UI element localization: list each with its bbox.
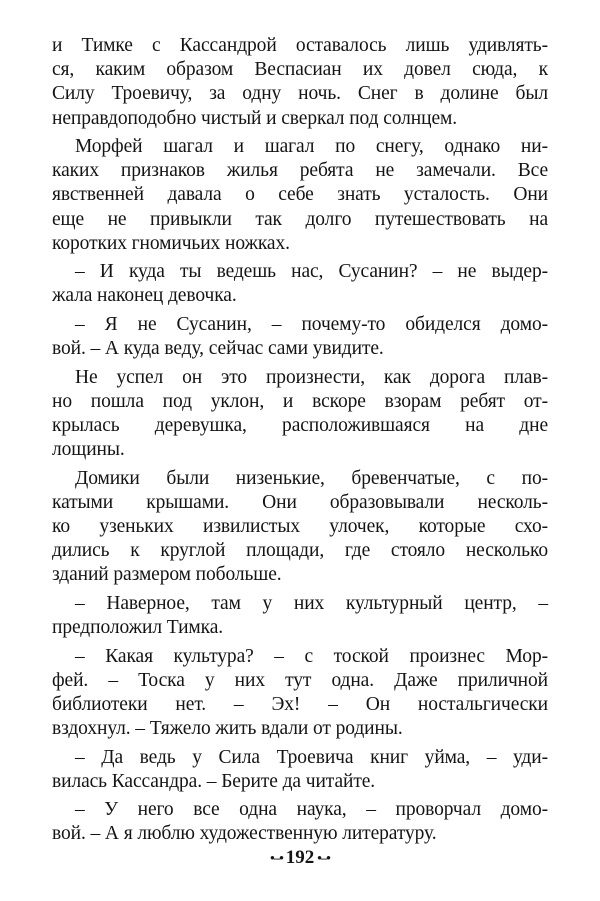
- body-text: [52, 34, 548, 851]
- text-line: – Наверное, там у них культурный центр, –: [75, 592, 548, 614]
- text-line: но пошла под уклон, и вскоре взорам ребят от-: [52, 390, 548, 412]
- text-line: Морфей шагал и шагал по снегу, однако ни-: [75, 136, 548, 158]
- text-line: и Тимке с Кассандрой оставалось лишь удивлять-: [52, 35, 548, 56]
- text-line: жала наконец девочка.: [52, 285, 237, 307]
- page-number: 192: [285, 846, 315, 868]
- text-line: вой. – А я люблю художественную литературу.: [52, 823, 437, 845]
- text-line: вздохнул. – Тяжело жить вдали от родины.: [52, 718, 403, 740]
- folio-ornament-left: •–•: [270, 849, 283, 865]
- paragraph: [52, 135, 548, 256]
- text-line: вилась Кассандра. – Берите да читайте.: [52, 770, 376, 792]
- text-line: каких признаков жилья ребята не замечали. Все: [52, 160, 548, 182]
- paragraph: [52, 645, 548, 742]
- text-line: – У него все одна наука, – проворчал домо-: [75, 799, 548, 821]
- paragraph: [52, 798, 548, 846]
- text-line: Не успел он это произнести, как дорога плав-: [75, 366, 548, 388]
- folio-ornament-right: •–•: [317, 849, 330, 865]
- text-line: зданий размером побольше.: [52, 564, 282, 586]
- text-line: дились к круглой площади, где стояло несколько: [52, 540, 548, 562]
- text-line: коротких гномичьих ножках.: [52, 232, 290, 254]
- text-line: – И куда ты ведешь нас, Сусанин? – не выдер-: [75, 261, 548, 283]
- text-line: ся, каким образом Веспасиан их довел сюда, к: [52, 59, 548, 81]
- text-line: неправдоподобно чистый и сверкал под солнцем.: [52, 107, 458, 129]
- paragraph: [52, 746, 548, 794]
- page-footer: [0, 846, 600, 869]
- text-line: библиотеки нет. – Эх! – Он ностальгически: [52, 693, 548, 715]
- paragraph: [52, 366, 548, 463]
- text-line: крылась деревушка, расположившаяся на дне: [52, 415, 548, 436]
- paragraph: [52, 260, 548, 308]
- text-line: – Какая культура? – с тоской произнес Мор-: [75, 645, 548, 667]
- text-line: предположил Тимка.: [52, 617, 224, 639]
- text-line: лощины.: [52, 439, 125, 461]
- text-line: – Да ведь у Сила Троевича книг уйма, – уди-: [75, 746, 548, 768]
- text-line: вой. – А куда веду, сейчас сами увидите.: [52, 338, 384, 360]
- text-line: ко узеньких извилистых улочек, которые схо-: [52, 516, 548, 538]
- text-line: – Я не Сусанин, – почему-то обиделся домо-: [75, 313, 548, 335]
- paragraph: [52, 34, 548, 131]
- text-line: явственней давала о себе знать усталость. Они: [52, 184, 548, 206]
- text-line: Домики были низенькие, бревенчатые, с по-: [75, 467, 548, 489]
- text-line: Силу Троевичу, за одну ночь. Снег в долине был: [52, 83, 548, 105]
- text-line: катыми крышами. Они образовывали несколь-: [52, 491, 548, 513]
- paragraph: [52, 592, 548, 640]
- paragraph: [52, 467, 548, 588]
- paragraph: [52, 313, 548, 361]
- text-line: еще не привыкли так долго путешествовать на: [52, 208, 548, 230]
- text-line: фей. – Тоска у них тут одна. Даже приличной: [52, 669, 548, 691]
